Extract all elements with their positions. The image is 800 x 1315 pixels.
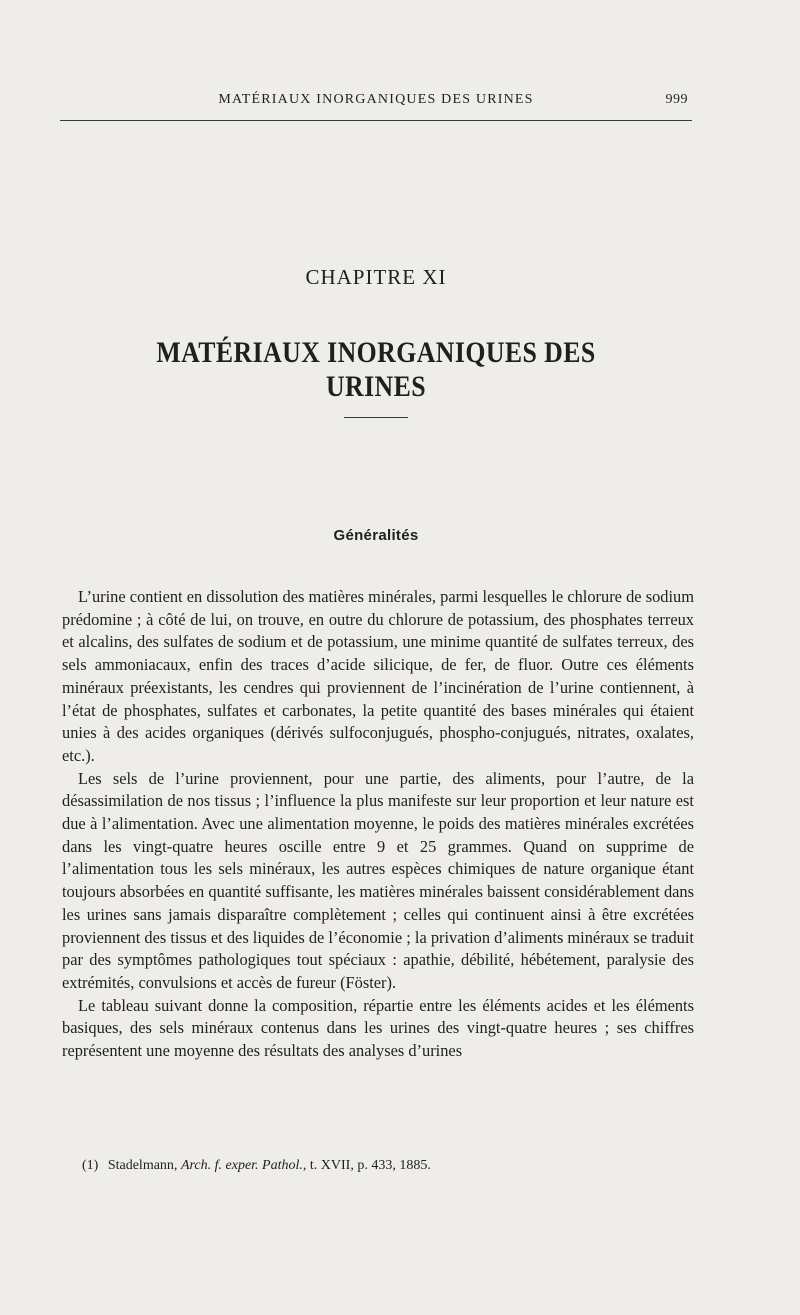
footnote (82, 1158, 682, 1174)
body-text (62, 586, 694, 1063)
section-heading: Généralités (333, 527, 419, 544)
header-rule (60, 120, 692, 121)
chapter-title: MATÉRIAUX INORGANIQUES DES URINES (156, 336, 596, 403)
paragraph-1: L’urine contient en dissolution des matières minérales, parmi lesquelles le chlorure de sodium prédomine ; à côté de lui, on trouve, en outre du chlorure de potassium, des phosphates terreux et alcalins, des sulfates de sodium et de potassium, une minime quantité de sulfates terreux, des sels ammoniacaux, enfin des traces d’acide silicique, de fer, de fluor. Outre ces éléments minéraux préexistants, les cendres qui proviennent de l’incinération de l’urine contiennent, à l’état de phosphates, sulfates et carbonates, la petite quantité des bases minérales qui étaient unies à des acides organiques (dérivés sulfoconjugués, phospho-conjugués, nitrates, oxalates, etc.). (62, 587, 694, 765)
page-number: 999 (665, 92, 688, 107)
footnote-mark: (1) (82, 1158, 99, 1173)
paragraph-2: Les sels de l’urine proviennent, pour une partie, des aliments, pour l’autre, de la désassimilation de nos tissus ; l’influence la plus manifeste sur leur proportion et leur nature est due à l’alimentation. Avec une alimentation moyenne, le poids des matières minérales excrétées dans les vingt-quatre heures oscille entre 9 et 25 grammes. Quand on supprime de l’alimentation tous les sels minéraux, les autres espèces chimiques de nature organique étant toujours absorbées en quantité suffisante, les matières minérales baissent considérablement dans les urines sans jamais disparaître complètement ; celles qui continuent ainsi à être excrétées proviennent des tissus et des liquides de l’économie ; la privation d’aliments minéraux se traduit par des symptômes pathologiques tout spéciaux : apathie, débilité, hébétement, paralysie des extrémités, convulsions et accès de fureur (Föster). (62, 768, 694, 992)
paragraph-3: Le tableau suivant donne la composition, répartie entre les éléments acides et les éléments basiques, des sels minéraux contenus dans les urines des vingt-quatre heures ; ses chiffres représentent une moyenne des résultats des analyses d’urines (62, 995, 694, 1061)
title-divider (344, 417, 408, 418)
running-header-title: MATÉRIAUX INORGANIQUES DES URINES (218, 92, 534, 107)
chapter-label: CHAPITRE XI (305, 265, 447, 289)
running-header (60, 92, 692, 112)
footnote-author: Stadelmann, (107, 1158, 178, 1173)
footnote-journal: Arch. f. exper. Pathol. (180, 1158, 303, 1173)
footnote-details: , t. XVII, p. 433, 1885. (302, 1158, 431, 1173)
